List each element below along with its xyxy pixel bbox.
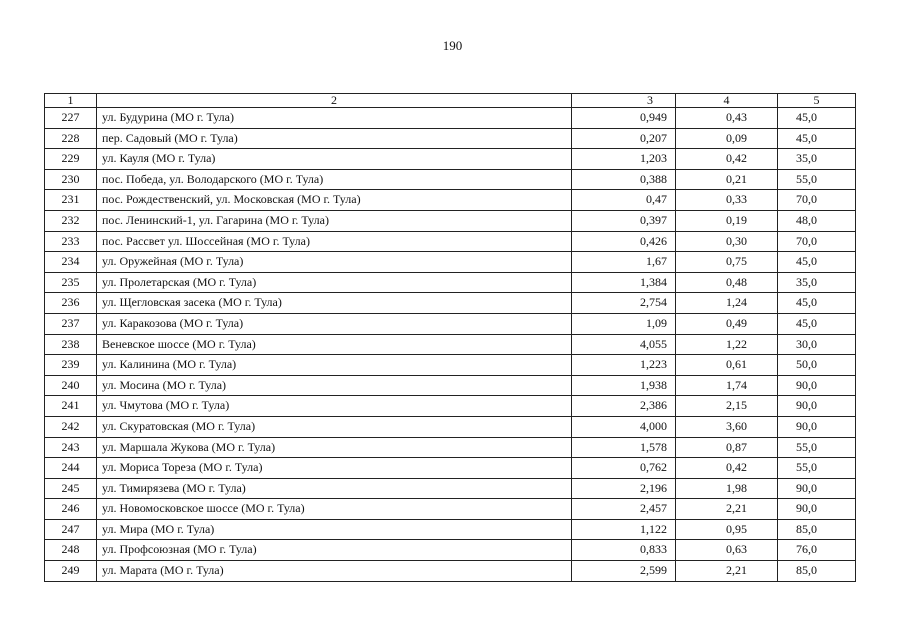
table-row: [45, 416, 856, 437]
street-name-cell: ул. Калинина (МО г. Тула): [97, 355, 572, 376]
street-name-cell: пос. Победа, ул. Володарского (МО г. Тула): [97, 169, 572, 190]
column-4-cell: 0,42: [676, 458, 778, 479]
column-5-cell: 30,0: [778, 334, 856, 355]
table-row: [45, 458, 856, 479]
row-number-cell: 227: [45, 108, 97, 129]
column-4-cell: 2,15: [676, 396, 778, 417]
column-header: 1: [45, 94, 97, 108]
row-number-cell: 244: [45, 458, 97, 479]
column-5-cell: 48,0: [778, 210, 856, 231]
row-number-cell: 247: [45, 519, 97, 540]
row-number-cell: 236: [45, 293, 97, 314]
table-row: [45, 478, 856, 499]
row-number-cell: 233: [45, 231, 97, 252]
column-5-cell: 55,0: [778, 458, 856, 479]
street-name-cell: ул. Маршала Жукова (МО г. Тула): [97, 437, 572, 458]
row-number-cell: 237: [45, 313, 97, 334]
column-5-cell: 35,0: [778, 149, 856, 170]
column-5-cell: 35,0: [778, 272, 856, 293]
column-header: 2: [97, 94, 572, 108]
column-3-cell: 0,397: [572, 210, 676, 231]
column-4-cell: 0,95: [676, 519, 778, 540]
column-5-cell: 45,0: [778, 293, 856, 314]
column-3-cell: 2,386: [572, 396, 676, 417]
column-4-cell: 0,49: [676, 313, 778, 334]
street-name-cell: ул. Оружейная (МО г. Тула): [97, 252, 572, 273]
column-5-cell: 45,0: [778, 313, 856, 334]
table-row: [45, 519, 856, 540]
street-name-cell: ул. Мориса Тореза (МО г. Тула): [97, 458, 572, 479]
column-4-cell: 0,75: [676, 252, 778, 273]
column-5-cell: 76,0: [778, 540, 856, 561]
street-name-cell: Веневское шоссе (МО г. Тула): [97, 334, 572, 355]
street-name-cell: ул. Тимирязева (МО г. Тула): [97, 478, 572, 499]
road-table: [44, 93, 856, 582]
table-row: [45, 190, 856, 211]
column-4-cell: 0,43: [676, 108, 778, 129]
column-5-cell: 45,0: [778, 108, 856, 129]
table-row: [45, 540, 856, 561]
column-5-cell: 90,0: [778, 416, 856, 437]
column-3-cell: 0,949: [572, 108, 676, 129]
street-name-cell: ул. Новомосковское шоссе (МО г. Тула): [97, 499, 572, 520]
column-4-cell: 1,74: [676, 375, 778, 396]
column-4-cell: 0,09: [676, 128, 778, 149]
column-3-cell: 1,09: [572, 313, 676, 334]
street-name-cell: пер. Садовый (МО г. Тула): [97, 128, 572, 149]
row-number-cell: 230: [45, 169, 97, 190]
street-name-cell: пос. Рассвет ул. Шоссейная (МО г. Тула): [97, 231, 572, 252]
column-4-cell: 1,98: [676, 478, 778, 499]
row-number-cell: 240: [45, 375, 97, 396]
column-3-cell: 2,754: [572, 293, 676, 314]
column-4-cell: 0,63: [676, 540, 778, 561]
column-3-cell: 0,207: [572, 128, 676, 149]
table-row: [45, 396, 856, 417]
table-row: [45, 108, 856, 129]
table-body: [45, 108, 856, 582]
column-4-cell: 0,19: [676, 210, 778, 231]
street-name-cell: ул. Будурина (МО г. Тула): [97, 108, 572, 129]
row-number-cell: 246: [45, 499, 97, 520]
column-5-cell: 90,0: [778, 478, 856, 499]
street-name-cell: пос. Рождественский, ул. Московская (МО г. Тула): [97, 190, 572, 211]
column-5-cell: 85,0: [778, 561, 856, 582]
column-3-cell: 1,122: [572, 519, 676, 540]
street-name-cell: ул. Щегловская засека (МО г. Тула): [97, 293, 572, 314]
column-header: 5: [778, 94, 856, 108]
table-row: [45, 355, 856, 376]
column-3-cell: 2,196: [572, 478, 676, 499]
column-5-cell: 55,0: [778, 437, 856, 458]
column-3-cell: 4,055: [572, 334, 676, 355]
column-3-cell: 1,938: [572, 375, 676, 396]
row-number-cell: 239: [45, 355, 97, 376]
column-5-cell: 45,0: [778, 128, 856, 149]
column-3-cell: 1,384: [572, 272, 676, 293]
table-row: [45, 293, 856, 314]
table-row: [45, 499, 856, 520]
table-row: [45, 231, 856, 252]
table-row: [45, 252, 856, 273]
column-3-cell: 2,599: [572, 561, 676, 582]
table-row: [45, 561, 856, 582]
column-5-cell: 90,0: [778, 375, 856, 396]
street-name-cell: ул. Чмутова (МО г. Тула): [97, 396, 572, 417]
table-row: [45, 128, 856, 149]
table-row: [45, 272, 856, 293]
row-number-cell: 245: [45, 478, 97, 499]
column-5-cell: 50,0: [778, 355, 856, 376]
table-row: [45, 169, 856, 190]
column-3-cell: 0,426: [572, 231, 676, 252]
column-3-cell: 1,203: [572, 149, 676, 170]
column-5-cell: 90,0: [778, 396, 856, 417]
street-name-cell: ул. Кауля (МО г. Тула): [97, 149, 572, 170]
column-5-cell: 70,0: [778, 190, 856, 211]
street-name-cell: ул. Скуратовская (МО г. Тула): [97, 416, 572, 437]
street-name-cell: ул. Мосина (МО г. Тула): [97, 375, 572, 396]
column-4-cell: 0,30: [676, 231, 778, 252]
table-row: [45, 210, 856, 231]
column-3-cell: 1,67: [572, 252, 676, 273]
column-5-cell: 90,0: [778, 499, 856, 520]
row-number-cell: 228: [45, 128, 97, 149]
column-4-cell: 2,21: [676, 499, 778, 520]
page-number: 190: [442, 38, 463, 53]
table-row: [45, 375, 856, 396]
column-3-cell: 0,47: [572, 190, 676, 211]
column-3-cell: 4,000: [572, 416, 676, 437]
column-3-cell: 2,457: [572, 499, 676, 520]
column-5-cell: 45,0: [778, 252, 856, 273]
column-5-cell: 85,0: [778, 519, 856, 540]
street-name-cell: ул. Профсоюзная (МО г. Тула): [97, 540, 572, 561]
street-name-cell: пос. Ленинский-1, ул. Гагарина (МО г. Тула): [97, 210, 572, 231]
column-4-cell: 0,33: [676, 190, 778, 211]
row-number-cell: 238: [45, 334, 97, 355]
column-4-cell: 0,42: [676, 149, 778, 170]
column-3-cell: 1,578: [572, 437, 676, 458]
row-number-cell: 231: [45, 190, 97, 211]
table-header-row: [45, 94, 856, 108]
street-name-cell: ул. Мира (МО г. Тула): [97, 519, 572, 540]
column-4-cell: 3,60: [676, 416, 778, 437]
table-row: [45, 437, 856, 458]
column-4-cell: 0,21: [676, 169, 778, 190]
row-number-cell: 235: [45, 272, 97, 293]
column-3-cell: 1,223: [572, 355, 676, 376]
table-row: [45, 149, 856, 170]
row-number-cell: 242: [45, 416, 97, 437]
row-number-cell: 243: [45, 437, 97, 458]
column-5-cell: 55,0: [778, 169, 856, 190]
column-3-cell: 0,762: [572, 458, 676, 479]
column-4-cell: 2,21: [676, 561, 778, 582]
column-4-cell: 0,61: [676, 355, 778, 376]
row-number-cell: 241: [45, 396, 97, 417]
row-number-cell: 234: [45, 252, 97, 273]
column-4-cell: 0,48: [676, 272, 778, 293]
street-name-cell: ул. Каракозова (МО г. Тула): [97, 313, 572, 334]
row-number-cell: 229: [45, 149, 97, 170]
row-number-cell: 249: [45, 561, 97, 582]
column-header: 4: [676, 94, 778, 108]
street-name-cell: ул. Пролетарская (МО г. Тула): [97, 272, 572, 293]
column-4-cell: 0,87: [676, 437, 778, 458]
table-row: [45, 334, 856, 355]
table-row: [45, 313, 856, 334]
street-name-cell: ул. Марата (МО г. Тула): [97, 561, 572, 582]
column-3-cell: 0,388: [572, 169, 676, 190]
column-header: 3: [572, 94, 676, 108]
column-3-cell: 0,833: [572, 540, 676, 561]
column-4-cell: 1,24: [676, 293, 778, 314]
row-number-cell: 232: [45, 210, 97, 231]
column-5-cell: 70,0: [778, 231, 856, 252]
column-4-cell: 1,22: [676, 334, 778, 355]
row-number-cell: 248: [45, 540, 97, 561]
